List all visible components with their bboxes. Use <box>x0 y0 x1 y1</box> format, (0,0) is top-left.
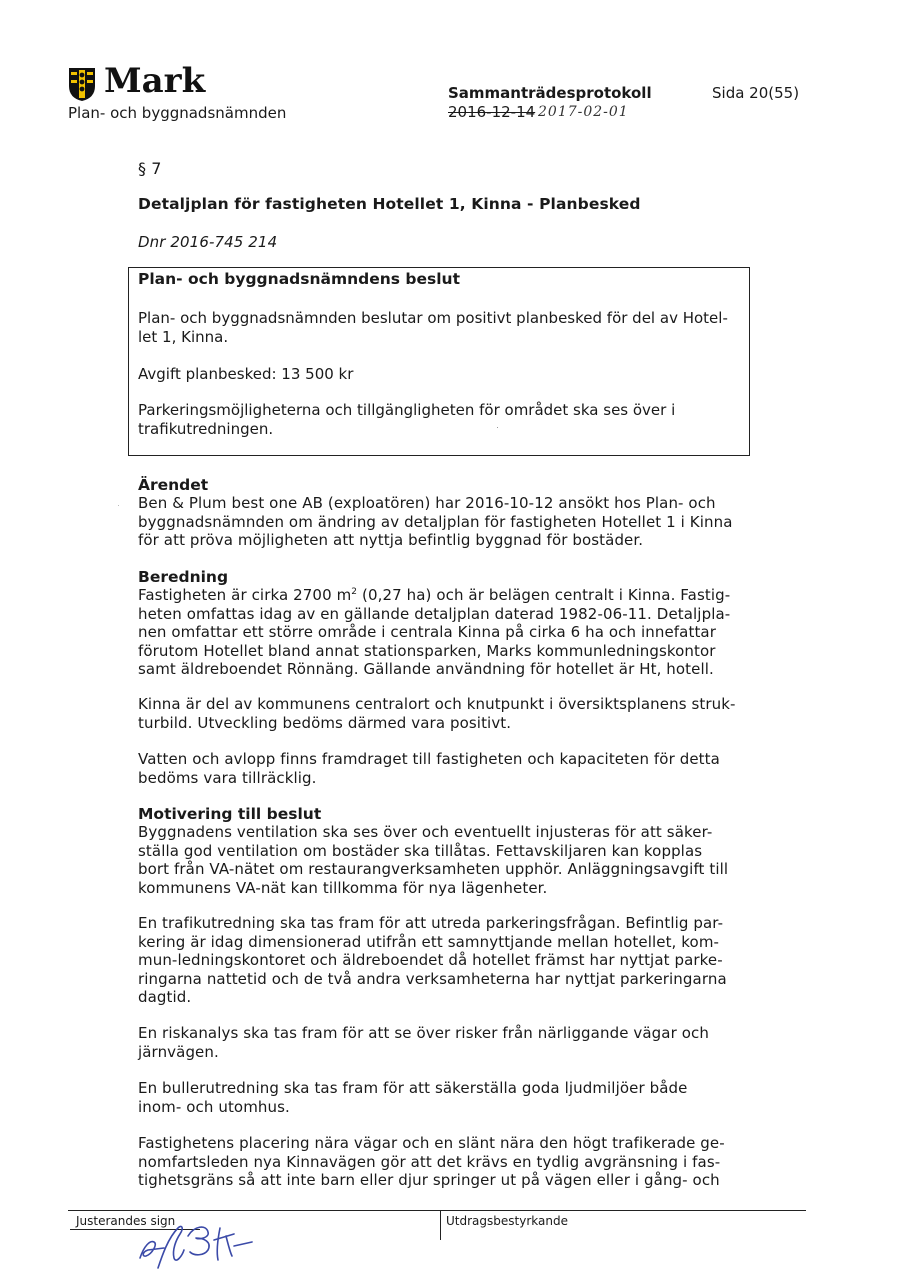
decision-line: Parkeringsmöjligheterna och tillgängligheten för området ska ses över i <box>138 401 676 419</box>
section-heading-beredning: Beredning <box>138 568 229 586</box>
text-line: kering är idag dimensionerad utifrån ett samnyttjande mellan hotellet, kom- <box>138 932 720 951</box>
beredning-paragraph-2 <box>138 695 758 732</box>
decision-paragraph <box>138 401 744 438</box>
motivering-paragraph-5 <box>138 1134 758 1190</box>
text-line: En riskanalys ska tas fram för att se över risker från närliggande vägar och <box>138 1024 709 1042</box>
footer-column-divider <box>440 1210 441 1240</box>
document-type: Sammanträdesprotokoll <box>448 84 652 102</box>
motivering-paragraph-3 <box>138 1024 758 1061</box>
text-line: kommunens VA-nät kan tillkomma för nya lägenheter. <box>138 878 548 897</box>
original-date: 2016-12-14 <box>448 103 536 121</box>
text-line: Kinna är del av kommunens centralort och knutpunkt i översiktsplanens struk- <box>138 695 736 713</box>
scan-speck <box>118 505 119 506</box>
text-line: bedöms vara tillräcklig. <box>138 768 317 787</box>
text-line: byggnadsnämnden om ändring av detaljplan för fastigheten Hotellet 1 i Kinna <box>138 512 733 531</box>
org-name: Mark <box>104 61 206 101</box>
text-line: bort från VA-nätet om restaurangverksamheten upphör. Anläggningsavgift till <box>138 860 729 878</box>
motivering-paragraph-4 <box>138 1079 758 1116</box>
department-name: Plan- och byggnadsnämnden <box>68 104 287 122</box>
text-line: samt äldreboendet Rönnäng. Gällande användning för hotellet är Ht, hotell. <box>138 660 714 678</box>
text-line: Byggnadens ventilation ska ses över och eventuellt injusteras för att säker- <box>138 823 713 841</box>
diary-number: Dnr 2016-745 214 <box>138 233 278 251</box>
text-line: förutom Hotellet bland annat stationsparken, Marks kommunledningskontor <box>138 641 716 660</box>
scan-speck <box>497 427 498 428</box>
text-line: Fastighetens placering nära vägar och en slänt nära den högt trafikerade ge- <box>138 1134 725 1152</box>
handwritten-date: 2017-02-01 <box>538 104 629 120</box>
decision-paragraph <box>138 309 744 346</box>
decision-heading: Plan- och byggnadsnämndens beslut <box>138 270 461 288</box>
beredning-paragraph <box>138 586 758 679</box>
text-line: ringarna nattetid och de två andra verksamheterna har nyttjat parkeringarna <box>138 969 727 988</box>
extract-certification-label: Utdragsbestyrkande <box>446 1214 568 1228</box>
section-number: § 7 <box>138 159 162 178</box>
decision-line: Plan- och byggnadsnämnden beslutar om positivt planbesked för del av Hotel- <box>138 309 728 327</box>
document-title: Detaljplan för fastigheten Hotellet 1, Kinna - Planbesked <box>138 195 641 213</box>
section-heading-arendet: Ärendet <box>138 476 209 494</box>
text-line: En bullerutredning ska tas fram för att säkerställa goda ljudmiljöer både <box>138 1079 688 1097</box>
beredning-paragraph-3 <box>138 750 758 787</box>
handwritten-signature <box>134 1216 264 1272</box>
section-heading-motivering: Motivering till beslut <box>138 805 322 823</box>
text-line: mun-ledningskontoret och äldreboendet då hotellet främst har nyttjat parke- <box>138 951 723 969</box>
text-line: ställa god ventilation om bostäder ska tillåtas. Fettavskiljaren kan kopplas <box>138 841 703 860</box>
text-line: Vatten och avlopp finns framdraget till fastigheten och kapaciteten för detta <box>138 750 720 768</box>
footer-divider <box>68 1210 806 1211</box>
text-line: Fastigheten är cirka 2700 $m^2$ (0,27 ha) och är belägen centralt i Kinna. Fastig- <box>138 586 731 604</box>
page-number: Sida 20(55) <box>712 84 800 102</box>
text-line: tighetsgräns så att inte barn eller djur springer ut på vägen eller i gång- och <box>138 1171 720 1189</box>
motivering-paragraph-2 <box>138 914 758 1007</box>
text-line: heten omfattas idag av en gällande detaljplan daterad 1982-06-11. Detaljpla- <box>138 604 731 623</box>
text-line: nen omfattar ett större område i centrala Kinna på cirka 6 ha och innefattar <box>138 623 716 641</box>
decision-paragraph <box>138 365 744 384</box>
text-line: En trafikutredning ska tas fram för att utreda parkeringsfrågan. Befintlig par- <box>138 914 724 932</box>
text-line: inom- och utomhus. <box>138 1097 290 1116</box>
text-line: Ben & Plum best one AB (exploatören) har 2016-10-12 ansökt hos Plan- och <box>138 494 716 512</box>
municipality-crest-icon <box>67 66 97 102</box>
text-line: järnvägen. <box>138 1042 219 1061</box>
motivering-paragraph-1 <box>138 823 758 897</box>
text-line: turbild. Utveckling bedöms därmed vara positivt. <box>138 713 512 732</box>
decision-line: trafikutredningen. <box>138 419 274 438</box>
decision-line: Avgift planbesked: 13 500 kr <box>138 365 354 383</box>
sign-label: Justerandes sign <box>76 1214 176 1228</box>
text-line: dagtid. <box>138 988 192 1006</box>
arendet-paragraph <box>138 494 758 550</box>
decision-line: let 1, Kinna. <box>138 327 229 346</box>
text-line: för att pröva möjligheten att nyttja befintlig byggnad för bostäder. <box>138 531 644 549</box>
text-line: nomfartsleden nya Kinnavägen gör att det krävs en tydlig avgränsning i fas- <box>138 1152 721 1171</box>
